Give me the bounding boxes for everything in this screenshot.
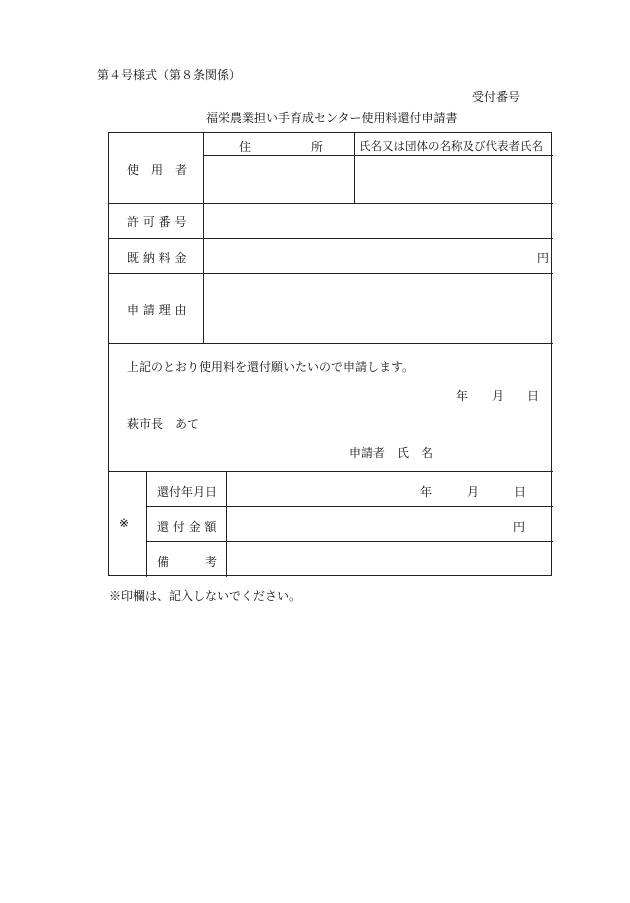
refund-amount-unit: 円	[513, 520, 526, 534]
refund-amount-label: 還 付 金 額	[157, 520, 217, 534]
permit-number-field[interactable]	[205, 205, 552, 237]
address-field[interactable]	[205, 157, 353, 202]
divider	[109, 203, 553, 204]
paid-fee-unit: 円	[537, 251, 550, 265]
office-use-mark: ※	[119, 516, 130, 530]
application-form-table	[108, 132, 552, 576]
footer-note: ※印欄は、記入しないでください。	[109, 589, 302, 603]
applicant-name-label: 申請者 氏 名	[349, 446, 434, 460]
divider	[109, 471, 553, 472]
user-label: 使 用 者	[127, 163, 188, 177]
paid-fee-field[interactable]	[205, 240, 525, 272]
refund-month: 月	[467, 485, 480, 499]
refund-day: 日	[514, 485, 527, 499]
reason-label: 申 請 理 由	[127, 303, 187, 317]
divider	[109, 238, 553, 239]
refund-year: 年	[420, 485, 433, 499]
date-year: 年	[456, 389, 469, 403]
name-field[interactable]	[356, 157, 552, 202]
divider	[109, 343, 553, 344]
refund-date-label: 還付年月日	[157, 485, 218, 499]
divider	[146, 541, 553, 542]
document-title: 福栄農業担い手育成センター使用料還付申請書	[206, 111, 458, 125]
divider	[203, 133, 204, 343]
address-label: 住 所	[239, 140, 324, 154]
divider	[354, 133, 355, 203]
name-label: 氏名又は団体の名称及び代表者氏名	[359, 139, 543, 153]
date-day: 日	[527, 389, 540, 403]
date-month: 月	[492, 389, 505, 403]
permit-number-label: 許 可 番 号	[127, 215, 187, 229]
divider	[226, 471, 227, 577]
paid-fee-label: 既 納 料 金	[127, 251, 187, 265]
divider	[203, 155, 553, 156]
reason-field[interactable]	[205, 275, 552, 342]
statement-text: 上記のとおり使用料を還付願いたいので申請します。	[127, 360, 415, 374]
divider	[109, 273, 553, 274]
divider	[146, 471, 147, 577]
remarks-label: 備 考	[157, 555, 218, 569]
divider	[146, 506, 553, 507]
receipt-number-label: 受付番号	[472, 90, 521, 104]
form-number: 第４号様式（第８条関係）	[97, 68, 242, 82]
addressee: 萩市長 あて	[127, 417, 200, 431]
